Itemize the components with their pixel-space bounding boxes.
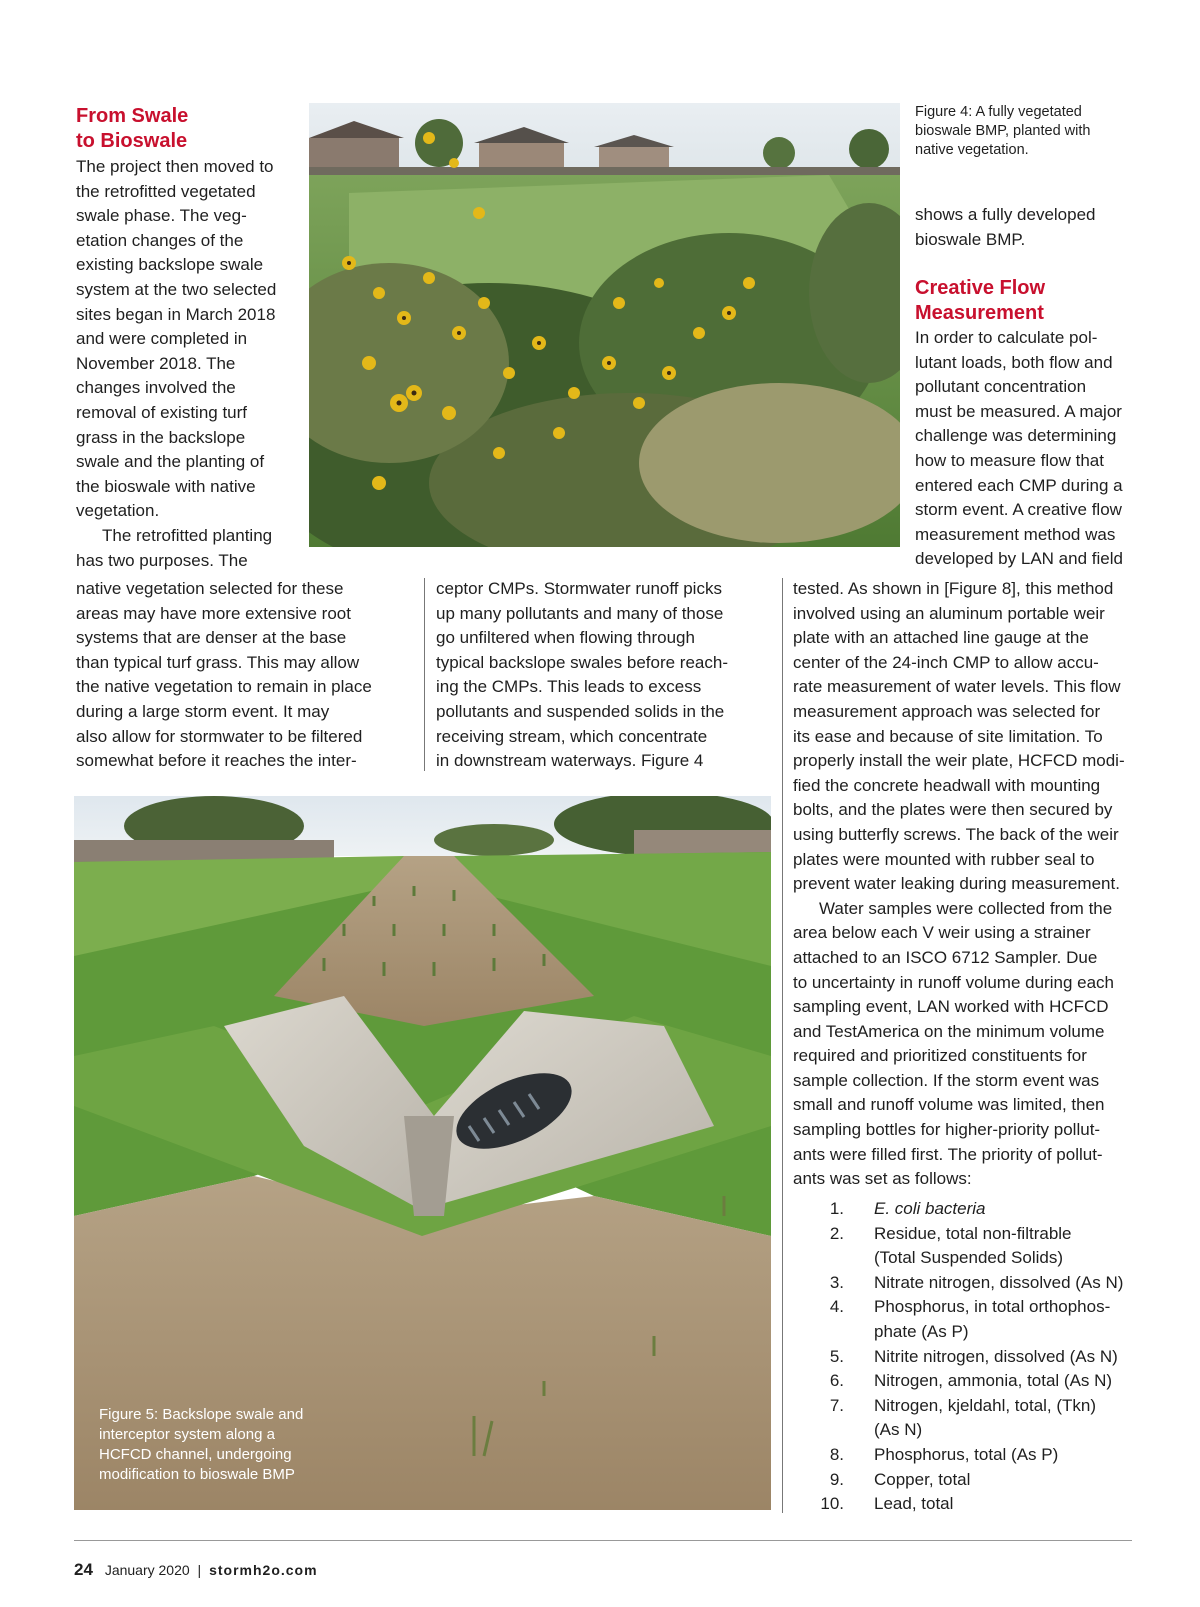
text-line: existing backslope swale [76,255,264,275]
footer [74,1560,318,1580]
list-text: phate (As P) [874,1321,969,1341]
text-line: vegetation. [76,501,160,521]
footer-rule [74,1540,1132,1541]
text-line: sample collection. If the storm event was [793,1070,1100,1090]
text-line: using butterfly screws. The back of the weir [793,824,1119,844]
text-line: swale phase. The veg- [76,206,247,226]
list-text: Phosphorus, total (As P) [874,1445,1059,1464]
list-text: Nitrogen, ammonia, total (As N) [874,1371,1113,1391]
text-line: November 2018. The [76,353,236,373]
text-line: receiving stream, which concentrate [436,726,708,746]
list-number: 6. [829,1371,844,1391]
text-line: required and prioritized constituents for [793,1046,1087,1066]
text-line: sites began in March 2018 [76,304,276,324]
list-text: Nitrogen, kjeldahl, total, (Tkn) [874,1395,1097,1415]
section-heading-flow [915,276,1155,326]
text-line: system at the two selected [76,279,277,299]
text-line: tested. As shown in [Figure 8], this method [793,579,1114,598]
caption-line: HCFCD channel, undergoing [99,1446,292,1463]
list-text: (Total Suspended Solids) [874,1248,1064,1268]
heading-line: Measurement [915,302,1044,324]
col2-text [436,577,776,774]
list-number: 4. [829,1297,844,1317]
text-line: challenge was determining [915,426,1117,446]
list-text: Residue, total non-filtrable [874,1223,1072,1243]
text-line: typical backslope swales before reach- [436,652,728,672]
bioswale-photo-illustration [309,103,900,547]
col1-narrow-text [76,155,306,573]
text-line: entered each CMP during a [915,475,1123,495]
text-line: in downstream waterways. Figure 4 [436,751,704,771]
figure-5-photo [74,796,771,1510]
list-text: Copper, total [874,1469,971,1489]
caption-line: modification to bioswale BMP [99,1466,295,1483]
text-line: sampling event, LAN worked with HCFCD [793,997,1109,1017]
text-line: ing the CMPs. This leads to excess [436,677,702,697]
column-divider [782,578,783,1513]
text-line: Water samples were collected from the [819,898,1113,918]
list-number: 9. [829,1469,844,1489]
text-line: prevent water leaking during measurement. [793,874,1120,894]
text-line: to uncertainty in runoff volume during each [793,972,1114,992]
section-heading-swale [76,104,306,154]
text-line: bioswale BMP. [915,229,1026,249]
text-line: bolts, and the plates were then secured by [793,800,1113,820]
text-line: involved using an aluminum portable weir [793,603,1105,623]
text-line: has two purposes. The [76,550,248,570]
text-line: center of the 24-inch CMP to allow accu- [793,652,1099,672]
text-line: somewhat before it reaches the inter- [76,751,357,771]
list-number: 10. [820,1494,844,1514]
caption-line: native vegetation. [915,142,1029,158]
text-line: storm event. A creative flow [915,500,1122,520]
col1-full-text [76,577,416,774]
text-line: measurement approach was selected for [793,701,1101,721]
figure-4-caption [915,103,1145,160]
text-line: changes involved the [76,378,236,398]
text-line: must be measured. A major [915,401,1122,421]
page-number: 24 [74,1560,93,1579]
list-number: 3. [829,1272,844,1292]
text-line: sampling bottles for higher-priority pollut- [793,1120,1101,1140]
caption-line: Figure 4: A fully vegetated [915,104,1082,120]
figure-4-photo [309,103,900,547]
text-line: systems that are denser at the base [76,628,347,648]
text-line: grass in the backslope [76,427,246,447]
text-line: fied the concrete headwall with mounting [793,775,1101,795]
text-line: up many pollutants and many of those [436,603,724,623]
heading-line: to Bioswale [76,130,188,152]
text-line: pollutants and suspended solids in the [436,701,725,721]
col3-intro-text [915,203,1155,252]
text-line: its ease and because of site limitation. To [793,726,1103,746]
text-line: the native vegetation to remain in place [76,677,372,697]
caption-line: bioswale BMP, planted with [915,123,1091,139]
text-line: measurement method was [915,524,1116,544]
text-line: native vegetation selected for these [76,579,344,598]
text-line: also allow for stormwater to be filtered [76,726,363,746]
text-line: the bioswale with native [76,476,256,496]
text-line: areas may have more extensive root [76,603,351,623]
text-line: ceptor CMPs. Stormwater runoff picks [436,579,722,598]
text-line: ants was set as follows: [793,1169,972,1189]
caption-line: interceptor system along a [99,1426,275,1443]
list-text: Nitrite nitrogen, dissolved (As N) [874,1346,1118,1366]
text-line: etation changes of the [76,230,244,250]
list-text: Nitrate nitrogen, dissolved (As N) [874,1272,1124,1292]
caption-line: Figure 5: Backslope swale and [99,1406,304,1423]
list-text: E. coli bacteria [874,1199,986,1218]
text-line: removal of existing turf [76,402,248,422]
text-line: go unfiltered when flowing through [436,628,695,648]
heading-line: From Swale [76,105,189,127]
footer-separator: | [197,1562,202,1578]
column-divider [424,578,425,771]
list-number: 8. [829,1445,844,1464]
text-line: plates were mounted with rubber seal to [793,849,1095,869]
col3-narrow-text [915,326,1155,572]
text-line: and were completed in [76,329,248,349]
list-number: 5. [829,1346,844,1366]
issue-date: January 2020 [104,1562,190,1578]
text-line: the retrofitted vegetated [76,181,256,201]
text-line: ants were filled first. The priority of pollut- [793,1144,1103,1164]
list-text: Lead, total [874,1494,954,1514]
list-text: (As N) [874,1420,923,1440]
text-line: than typical turf grass. This may allow [76,652,360,672]
list-number: 2. [829,1223,844,1243]
text-line: The project then moved to [76,157,274,176]
figure-5-caption [99,1405,359,1485]
text-line: shows a fully developed [915,205,1096,224]
text-line: plate with an attached line gauge at the [793,628,1089,648]
text-line: area below each V weir using a strainer [793,923,1091,943]
list-number: 7. [829,1395,844,1415]
text-line: In order to calculate pol- [915,328,1098,347]
text-line: and TestAmerica on the minimum volume [793,1021,1105,1041]
text-line: rate measurement of water levels. This flow [793,677,1121,697]
text-line: small and runoff volume was limited, then [793,1095,1105,1115]
text-line: swale and the planting of [76,452,265,472]
text-line: lutant loads, both flow and [915,352,1113,372]
text-line: attached to an ISCO 6712 Sampler. Due [793,947,1098,967]
site-link[interactable]: stormh2o.com [209,1562,318,1578]
text-line: developed by LAN and field [915,549,1123,569]
col3-wide-text [793,577,1143,1192]
swale-headwall-photo-illustration [74,796,771,1510]
list-number: 1. [829,1199,844,1218]
text-line: how to measure flow that [915,450,1104,470]
list-text: Phosphorus, in total orthophos- [874,1297,1111,1317]
text-line: during a large storm event. It may [76,701,330,721]
text-line: The retrofitted planting [102,525,273,545]
text-line: pollutant concentration [915,377,1087,397]
heading-line: Creative Flow [915,277,1046,299]
text-line: properly install the weir plate, HCFCD modi- [793,751,1125,771]
pollutant-priority-list [810,1197,1150,1522]
